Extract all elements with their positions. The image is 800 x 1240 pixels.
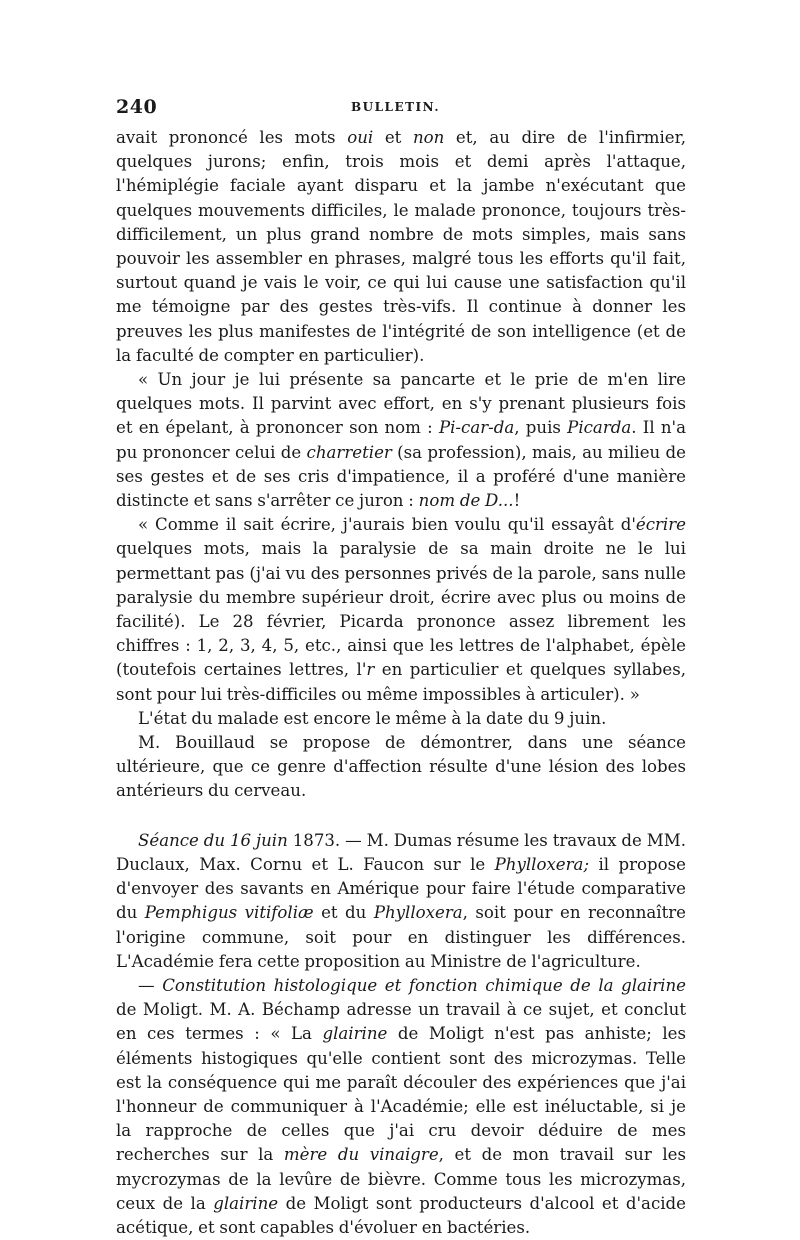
page-header [116,96,686,122]
running-head: BULLETIN. [351,100,441,114]
paragraph-1: avait prononcé les mots oui et non et, au dire de l'infirmier, quelques jurons; enfin, trois mois et demi après l'attaque, l'hémiplégie faciale ayant disparu et la jambe n'exécutant que quelques mouvements difficiles, le malade prononce, toujours très-difficilement, un plus grand nombre de mots simples, mais sans pouvoir les assembler en phrases, malgré tous les efforts qu'il fait, surtout quand je vais le voir, ce qui lui cause une satisfaction qu'il me témoigne par des gestes très-vifs. Il continue à donner les preuves les plus manifestes de l'intégrité de son intelligence (et de la faculté de compter en particulier). [116,128,686,365]
book-page [116,96,686,1240]
paragraph-session-16-june: Séance du 16 juin 1873. — M. Dumas résume les travaux de MM. Duclaux, Max. Cornu et L. Faucon sur le Phylloxera; il propose d'envoyer des savants en Amérique pour faire l'étude comparative du Pemphigus vitifoliæ et du Phylloxera, soit pour en reconnaître l'origine commune, soit pour en distinguer les différences. L'Académie fera cette proposition au Ministre de l'agriculture. [116,830,686,971]
section-gap [116,804,686,829]
paragraph-4: L'état du malade est encore le même à la date du 9 juin. [138,708,607,728]
paragraph-2: « Un jour je lui présente sa pancarte et le prie de m'en lire quelques mots. Il parvint avec effort, en s'y prenant plusieurs fois et en épelant, à prononcer son nom : Pi-car-da, puis Picarda. Il n'a pu prononcer celui de charretier (sa profession), mais, au milieu de ses gestes et de ses cris d'impatience, il a proféré d'une manière distincte et sans s'arrêter ce juron : nom de D...! [116,370,686,511]
paragraph-5: M. Bouillaud se propose de démontrer, dans une séance ultérieure, que ce genre d'affection résulte d'une lésion des lobes antérieurs du cerveau. [116,733,686,801]
page-number: 240 [116,96,158,118]
paragraph-3: « Comme il sait écrire, j'aurais bien voulu qu'il essayât d'écrire quelques mots, mais la paralysie de sa main droite ne le lui permettant pas (j'ai vu des personnes privés de la parole, sans nulle paralysie du membre supérieur droit, écrire avec plus ou moins de facilité). Le 28 février, Picarda prononce assez librement les chiffres : 1, 2, 3, 4, 5, etc., ainsi que les lettres de l'alphabet, épèle (toutefois certaines lettres, l'r en particulier et quelques syllabes, sont pour lui très-difficiles ou même impossibles à articuler). » [116,515,686,704]
paragraph-glairine: — Constitution histologique et fonction chimique de la glairine de Moligt. M. A. Béchamp adresse un travail à ce sujet, et conclut en ces termes : « La glairine de Moligt n'est pas anhiste; les éléments histogiques qu'elle contient sont des microzymas. Telle est la conséquence qui me paraît découler des expériences que j'ai l'honneur de communiquer à l'Académie; elle est inéluctable, si je la rapproche de celles que j'ai cru devoir déduire de mes recherches sur la mère du vinaigre, et de mon travail sur les mycrozymas de la levûre de bièvre. Comme tous les microzymas, ceux de la glairine de Moligt sont producteurs d'alcool et d'acide acétique, et sont capables d'évoluer en bactéries. [116,975,686,1237]
